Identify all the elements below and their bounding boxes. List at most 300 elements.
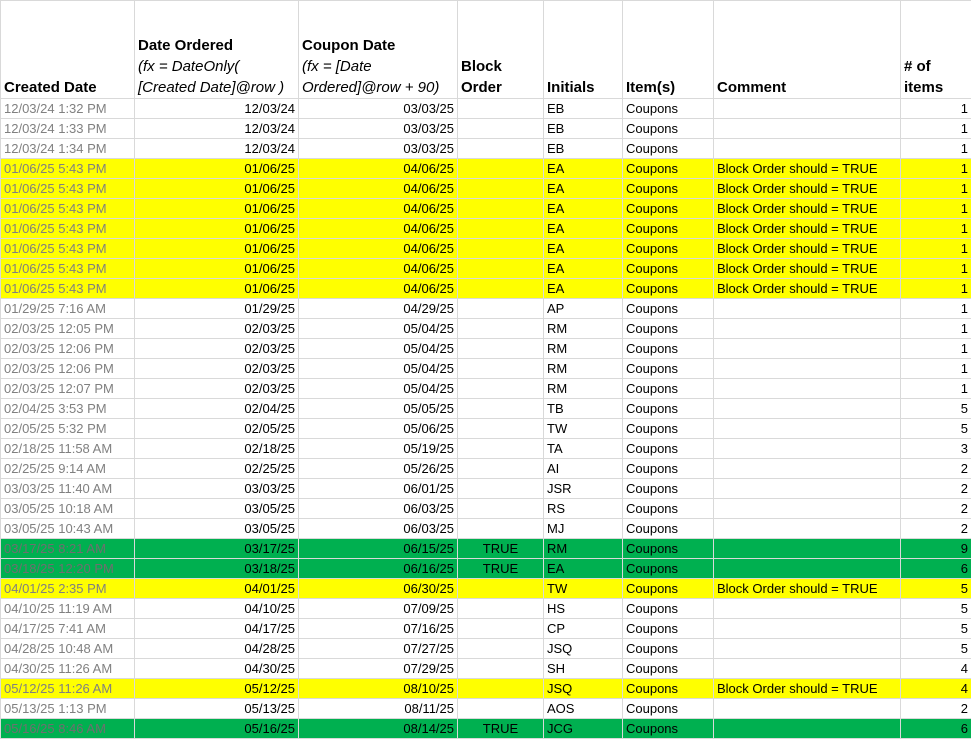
cell-comment[interactable] (714, 599, 901, 619)
cell-created-date[interactable]: 05/13/25 1:13 PM (1, 699, 135, 719)
cell-initials[interactable]: EA (544, 239, 623, 259)
cell-items[interactable]: Coupons (623, 679, 714, 699)
cell-items[interactable]: Coupons (623, 319, 714, 339)
cell-created-date[interactable]: 01/06/25 5:43 PM (1, 279, 135, 299)
cell-item-count[interactable]: 1 (901, 299, 971, 319)
cell-created-date[interactable]: 03/17/25 8:21 AM (1, 539, 135, 559)
cell-item-count[interactable]: 6 (901, 719, 971, 739)
cell-date-ordered[interactable]: 04/17/25 (135, 619, 299, 639)
table-row[interactable] (1, 399, 971, 419)
cell-item-count[interactable]: 2 (901, 499, 971, 519)
header-items[interactable]: Item(s) (623, 1, 714, 99)
cell-date-ordered[interactable]: 03/05/25 (135, 519, 299, 539)
cell-comment[interactable]: Block Order should = TRUE (714, 679, 901, 699)
cell-coupon-date[interactable]: 05/04/25 (299, 319, 458, 339)
cell-coupon-date[interactable]: 06/30/25 (299, 579, 458, 599)
cell-date-ordered[interactable]: 03/17/25 (135, 539, 299, 559)
cell-item-count[interactable]: 1 (901, 159, 971, 179)
cell-item-count[interactable]: 1 (901, 259, 971, 279)
cell-date-ordered[interactable]: 02/03/25 (135, 379, 299, 399)
table-row[interactable] (1, 439, 971, 459)
cell-date-ordered[interactable]: 02/03/25 (135, 339, 299, 359)
table-row[interactable] (1, 519, 971, 539)
cell-block-order[interactable] (458, 519, 544, 539)
table-row[interactable] (1, 279, 971, 299)
cell-initials[interactable]: TW (544, 419, 623, 439)
table-row[interactable] (1, 379, 971, 399)
cell-block-order[interactable] (458, 299, 544, 319)
cell-item-count[interactable]: 1 (901, 139, 971, 159)
cell-date-ordered[interactable]: 12/03/24 (135, 139, 299, 159)
cell-coupon-date[interactable]: 03/03/25 (299, 99, 458, 119)
cell-block-order[interactable] (458, 639, 544, 659)
cell-coupon-date[interactable]: 08/10/25 (299, 679, 458, 699)
cell-block-order[interactable]: TRUE (458, 719, 544, 739)
table-row[interactable] (1, 579, 971, 599)
cell-created-date[interactable]: 02/03/25 12:05 PM (1, 319, 135, 339)
cell-items[interactable]: Coupons (623, 699, 714, 719)
cell-coupon-date[interactable]: 07/09/25 (299, 599, 458, 619)
cell-item-count[interactable]: 3 (901, 439, 971, 459)
cell-comment[interactable] (714, 479, 901, 499)
cell-coupon-date[interactable]: 08/11/25 (299, 699, 458, 719)
cell-coupon-date[interactable]: 07/29/25 (299, 659, 458, 679)
table-row[interactable] (1, 239, 971, 259)
cell-items[interactable]: Coupons (623, 519, 714, 539)
table-row[interactable] (1, 459, 971, 479)
cell-block-order[interactable] (458, 399, 544, 419)
cell-comment[interactable]: Block Order should = TRUE (714, 199, 901, 219)
cell-date-ordered[interactable]: 04/01/25 (135, 579, 299, 599)
cell-item-count[interactable]: 9 (901, 539, 971, 559)
cell-comment[interactable]: Block Order should = TRUE (714, 239, 901, 259)
cell-block-order[interactable] (458, 319, 544, 339)
table-row[interactable] (1, 719, 971, 739)
cell-date-ordered[interactable]: 01/06/25 (135, 159, 299, 179)
cell-initials[interactable]: AI (544, 459, 623, 479)
cell-created-date[interactable]: 01/06/25 5:43 PM (1, 239, 135, 259)
cell-initials[interactable]: EA (544, 259, 623, 279)
cell-created-date[interactable]: 02/03/25 12:07 PM (1, 379, 135, 399)
cell-created-date[interactable]: 04/17/25 7:41 AM (1, 619, 135, 639)
table-row[interactable] (1, 219, 971, 239)
table-row[interactable] (1, 139, 971, 159)
cell-comment[interactable] (714, 359, 901, 379)
cell-item-count[interactable]: 5 (901, 419, 971, 439)
cell-items[interactable]: Coupons (623, 119, 714, 139)
cell-items[interactable]: Coupons (623, 479, 714, 499)
cell-comment[interactable]: Block Order should = TRUE (714, 579, 901, 599)
cell-coupon-date[interactable]: 04/06/25 (299, 159, 458, 179)
cell-items[interactable]: Coupons (623, 459, 714, 479)
cell-initials[interactable]: EA (544, 179, 623, 199)
cell-coupon-date[interactable]: 05/04/25 (299, 379, 458, 399)
cell-item-count[interactable]: 2 (901, 699, 971, 719)
table-row[interactable] (1, 339, 971, 359)
cell-created-date[interactable]: 04/10/25 11:19 AM (1, 599, 135, 619)
cell-comment[interactable] (714, 499, 901, 519)
cell-comment[interactable]: Block Order should = TRUE (714, 159, 901, 179)
cell-item-count[interactable]: 1 (901, 179, 971, 199)
cell-block-order[interactable] (458, 499, 544, 519)
cell-block-order[interactable] (458, 199, 544, 219)
cell-initials[interactable]: RS (544, 499, 623, 519)
cell-initials[interactable]: EB (544, 139, 623, 159)
cell-items[interactable]: Coupons (623, 719, 714, 739)
cell-coupon-date[interactable]: 05/06/25 (299, 419, 458, 439)
header-item-count[interactable]: # of items (901, 1, 971, 99)
cell-comment[interactable] (714, 439, 901, 459)
cell-created-date[interactable]: 03/05/25 10:43 AM (1, 519, 135, 539)
cell-coupon-date[interactable]: 04/06/25 (299, 179, 458, 199)
cell-block-order[interactable] (458, 479, 544, 499)
cell-block-order[interactable] (458, 179, 544, 199)
cell-items[interactable]: Coupons (623, 399, 714, 419)
header-created-date[interactable]: Created Date (1, 1, 135, 99)
cell-created-date[interactable]: 03/05/25 10:18 AM (1, 499, 135, 519)
cell-coupon-date[interactable]: 06/15/25 (299, 539, 458, 559)
cell-date-ordered[interactable]: 03/03/25 (135, 479, 299, 499)
cell-block-order[interactable] (458, 99, 544, 119)
cell-item-count[interactable]: 5 (901, 639, 971, 659)
cell-items[interactable]: Coupons (623, 379, 714, 399)
cell-comment[interactable]: Block Order should = TRUE (714, 179, 901, 199)
cell-items[interactable]: Coupons (623, 539, 714, 559)
cell-initials[interactable]: RM (544, 539, 623, 559)
cell-item-count[interactable]: 1 (901, 319, 971, 339)
cell-comment[interactable] (714, 719, 901, 739)
cell-item-count[interactable]: 1 (901, 219, 971, 239)
cell-block-order[interactable] (458, 459, 544, 479)
cell-items[interactable]: Coupons (623, 139, 714, 159)
cell-comment[interactable] (714, 559, 901, 579)
table-row[interactable] (1, 559, 971, 579)
cell-items[interactable]: Coupons (623, 559, 714, 579)
cell-items[interactable]: Coupons (623, 179, 714, 199)
cell-block-order[interactable]: TRUE (458, 559, 544, 579)
table-row[interactable] (1, 119, 971, 139)
cell-comment[interactable] (714, 699, 901, 719)
cell-block-order[interactable] (458, 339, 544, 359)
cell-item-count[interactable]: 4 (901, 679, 971, 699)
cell-date-ordered[interactable]: 02/03/25 (135, 319, 299, 339)
cell-initials[interactable]: CP (544, 619, 623, 639)
cell-created-date[interactable]: 05/16/25 8:46 AM (1, 719, 135, 739)
cell-initials[interactable]: JSQ (544, 639, 623, 659)
cell-comment[interactable] (714, 99, 901, 119)
table-row[interactable] (1, 619, 971, 639)
header-date-ordered[interactable]: Date Ordered (fx = DateOnly( [Created Date]@row ) (135, 1, 299, 99)
cell-comment[interactable]: Block Order should = TRUE (714, 259, 901, 279)
table-row[interactable] (1, 479, 971, 499)
cell-coupon-date[interactable]: 06/16/25 (299, 559, 458, 579)
cell-item-count[interactable]: 1 (901, 339, 971, 359)
header-block-order[interactable]: Block Order (458, 1, 544, 99)
cell-block-order[interactable] (458, 619, 544, 639)
header-coupon-date[interactable]: Coupon Date (fx = [Date Ordered]@row + 90) (299, 1, 458, 99)
cell-coupon-date[interactable]: 06/03/25 (299, 499, 458, 519)
cell-initials[interactable]: JSR (544, 479, 623, 499)
cell-coupon-date[interactable]: 04/06/25 (299, 239, 458, 259)
cell-items[interactable]: Coupons (623, 339, 714, 359)
cell-created-date[interactable]: 01/29/25 7:16 AM (1, 299, 135, 319)
cell-item-count[interactable]: 1 (901, 379, 971, 399)
cell-item-count[interactable]: 1 (901, 119, 971, 139)
cell-items[interactable]: Coupons (623, 279, 714, 299)
cell-items[interactable]: Coupons (623, 499, 714, 519)
cell-items[interactable]: Coupons (623, 219, 714, 239)
table-row[interactable] (1, 599, 971, 619)
cell-date-ordered[interactable]: 02/05/25 (135, 419, 299, 439)
table-row[interactable] (1, 499, 971, 519)
cell-item-count[interactable]: 5 (901, 619, 971, 639)
cell-coupon-date[interactable]: 06/03/25 (299, 519, 458, 539)
cell-block-order[interactable] (458, 439, 544, 459)
cell-block-order[interactable]: TRUE (458, 539, 544, 559)
cell-comment[interactable] (714, 459, 901, 479)
cell-initials[interactable]: RM (544, 379, 623, 399)
cell-block-order[interactable] (458, 259, 544, 279)
cell-initials[interactable]: EA (544, 559, 623, 579)
cell-coupon-date[interactable]: 06/01/25 (299, 479, 458, 499)
cell-date-ordered[interactable]: 03/05/25 (135, 499, 299, 519)
cell-created-date[interactable]: 01/06/25 5:43 PM (1, 179, 135, 199)
table-row[interactable] (1, 299, 971, 319)
table-row[interactable] (1, 539, 971, 559)
cell-items[interactable]: Coupons (623, 599, 714, 619)
cell-created-date[interactable]: 02/04/25 3:53 PM (1, 399, 135, 419)
cell-date-ordered[interactable]: 12/03/24 (135, 99, 299, 119)
cell-initials[interactable]: JCG (544, 719, 623, 739)
cell-coupon-date[interactable]: 07/16/25 (299, 619, 458, 639)
cell-date-ordered[interactable]: 04/28/25 (135, 639, 299, 659)
cell-created-date[interactable]: 02/03/25 12:06 PM (1, 359, 135, 379)
cell-initials[interactable]: HS (544, 599, 623, 619)
table-row[interactable] (1, 99, 971, 119)
cell-created-date[interactable]: 02/05/25 5:32 PM (1, 419, 135, 439)
cell-block-order[interactable] (458, 679, 544, 699)
table-row[interactable] (1, 159, 971, 179)
cell-item-count[interactable]: 1 (901, 359, 971, 379)
cell-items[interactable]: Coupons (623, 199, 714, 219)
cell-initials[interactable]: EB (544, 99, 623, 119)
cell-date-ordered[interactable]: 01/06/25 (135, 179, 299, 199)
cell-comment[interactable] (714, 399, 901, 419)
cell-created-date[interactable]: 04/28/25 10:48 AM (1, 639, 135, 659)
cell-created-date[interactable]: 04/01/25 2:35 PM (1, 579, 135, 599)
cell-created-date[interactable]: 01/06/25 5:43 PM (1, 219, 135, 239)
cell-items[interactable]: Coupons (623, 299, 714, 319)
cell-item-count[interactable]: 5 (901, 599, 971, 619)
cell-item-count[interactable]: 5 (901, 579, 971, 599)
cell-comment[interactable] (714, 119, 901, 139)
cell-date-ordered[interactable]: 01/06/25 (135, 279, 299, 299)
cell-items[interactable]: Coupons (623, 259, 714, 279)
cell-initials[interactable]: RM (544, 319, 623, 339)
cell-date-ordered[interactable]: 01/06/25 (135, 199, 299, 219)
cell-item-count[interactable]: 5 (901, 399, 971, 419)
cell-initials[interactable]: AP (544, 299, 623, 319)
cell-date-ordered[interactable]: 02/04/25 (135, 399, 299, 419)
cell-date-ordered[interactable]: 05/13/25 (135, 699, 299, 719)
cell-block-order[interactable] (458, 419, 544, 439)
cell-items[interactable]: Coupons (623, 639, 714, 659)
cell-block-order[interactable] (458, 139, 544, 159)
cell-initials[interactable]: EA (544, 199, 623, 219)
cell-comment[interactable] (714, 419, 901, 439)
cell-coupon-date[interactable]: 03/03/25 (299, 119, 458, 139)
cell-comment[interactable] (714, 659, 901, 679)
cell-items[interactable]: Coupons (623, 359, 714, 379)
cell-items[interactable]: Coupons (623, 419, 714, 439)
cell-initials[interactable]: MJ (544, 519, 623, 539)
cell-block-order[interactable] (458, 279, 544, 299)
cell-items[interactable]: Coupons (623, 99, 714, 119)
table-row[interactable] (1, 419, 971, 439)
cell-date-ordered[interactable]: 01/06/25 (135, 219, 299, 239)
cell-coupon-date[interactable]: 05/05/25 (299, 399, 458, 419)
cell-date-ordered[interactable]: 04/10/25 (135, 599, 299, 619)
table-row[interactable] (1, 639, 971, 659)
cell-block-order[interactable] (458, 599, 544, 619)
cell-date-ordered[interactable]: 03/18/25 (135, 559, 299, 579)
cell-initials[interactable]: JSQ (544, 679, 623, 699)
cell-items[interactable]: Coupons (623, 579, 714, 599)
cell-block-order[interactable] (458, 119, 544, 139)
cell-date-ordered[interactable]: 02/25/25 (135, 459, 299, 479)
cell-coupon-date[interactable]: 04/29/25 (299, 299, 458, 319)
cell-initials[interactable]: RM (544, 339, 623, 359)
table-row[interactable] (1, 359, 971, 379)
cell-initials[interactable]: EA (544, 219, 623, 239)
cell-comment[interactable] (714, 379, 901, 399)
table-row[interactable] (1, 659, 971, 679)
cell-block-order[interactable] (458, 239, 544, 259)
cell-date-ordered[interactable]: 02/03/25 (135, 359, 299, 379)
cell-initials[interactable]: TB (544, 399, 623, 419)
cell-block-order[interactable] (458, 159, 544, 179)
cell-coupon-date[interactable]: 08/14/25 (299, 719, 458, 739)
cell-comment[interactable] (714, 539, 901, 559)
cell-coupon-date[interactable]: 05/04/25 (299, 359, 458, 379)
cell-item-count[interactable]: 1 (901, 199, 971, 219)
cell-item-count[interactable]: 1 (901, 279, 971, 299)
cell-created-date[interactable]: 04/30/25 11:26 AM (1, 659, 135, 679)
cell-initials[interactable]: SH (544, 659, 623, 679)
cell-comment[interactable]: Block Order should = TRUE (714, 219, 901, 239)
table-row[interactable] (1, 259, 971, 279)
cell-coupon-date[interactable]: 04/06/25 (299, 259, 458, 279)
cell-comment[interactable] (714, 619, 901, 639)
cell-created-date[interactable]: 12/03/24 1:33 PM (1, 119, 135, 139)
cell-created-date[interactable]: 01/06/25 5:43 PM (1, 159, 135, 179)
cell-created-date[interactable]: 02/18/25 11:58 AM (1, 439, 135, 459)
table-row[interactable] (1, 679, 971, 699)
cell-block-order[interactable] (458, 579, 544, 599)
cell-initials[interactable]: TW (544, 579, 623, 599)
cell-created-date[interactable]: 12/03/24 1:34 PM (1, 139, 135, 159)
cell-initials[interactable]: EA (544, 279, 623, 299)
table-row[interactable] (1, 199, 971, 219)
cell-created-date[interactable]: 03/03/25 11:40 AM (1, 479, 135, 499)
cell-comment[interactable] (714, 339, 901, 359)
cell-date-ordered[interactable]: 12/03/24 (135, 119, 299, 139)
cell-comment[interactable] (714, 139, 901, 159)
cell-item-count[interactable]: 4 (901, 659, 971, 679)
cell-item-count[interactable]: 1 (901, 239, 971, 259)
cell-created-date[interactable]: 02/25/25 9:14 AM (1, 459, 135, 479)
cell-created-date[interactable]: 01/06/25 5:43 PM (1, 199, 135, 219)
cell-date-ordered[interactable]: 05/16/25 (135, 719, 299, 739)
cell-date-ordered[interactable]: 01/29/25 (135, 299, 299, 319)
cell-item-count[interactable]: 2 (901, 479, 971, 499)
cell-item-count[interactable]: 2 (901, 519, 971, 539)
table-row[interactable] (1, 699, 971, 719)
cell-items[interactable]: Coupons (623, 439, 714, 459)
sheet-body (1, 99, 971, 739)
cell-comment[interactable] (714, 519, 901, 539)
header-comment[interactable]: Comment (714, 1, 901, 99)
cell-date-ordered[interactable]: 02/18/25 (135, 439, 299, 459)
cell-coupon-date[interactable]: 05/04/25 (299, 339, 458, 359)
cell-coupon-date[interactable]: 04/06/25 (299, 279, 458, 299)
cell-date-ordered[interactable]: 05/12/25 (135, 679, 299, 699)
cell-block-order[interactable] (458, 219, 544, 239)
cell-created-date[interactable]: 03/18/25 12:20 PM (1, 559, 135, 579)
cell-block-order[interactable] (458, 659, 544, 679)
cell-items[interactable]: Coupons (623, 659, 714, 679)
cell-comment[interactable] (714, 299, 901, 319)
header-initials[interactable]: Initials (544, 1, 623, 99)
cell-coupon-date[interactable]: 03/03/25 (299, 139, 458, 159)
cell-block-order[interactable] (458, 379, 544, 399)
cell-block-order[interactable] (458, 359, 544, 379)
cell-coupon-date[interactable]: 04/06/25 (299, 219, 458, 239)
header-date-ordered-formula: (fx = DateOnly( [Created Date]@row ) (138, 56, 295, 98)
cell-created-date[interactable]: 02/03/25 12:06 PM (1, 339, 135, 359)
cell-date-ordered[interactable]: 01/06/25 (135, 259, 299, 279)
cell-coupon-date[interactable]: 04/06/25 (299, 199, 458, 219)
header-row (1, 1, 971, 99)
cell-date-ordered[interactable]: 01/06/25 (135, 239, 299, 259)
cell-block-order[interactable] (458, 699, 544, 719)
cell-initials[interactable]: EA (544, 159, 623, 179)
cell-coupon-date[interactable]: 05/26/25 (299, 459, 458, 479)
cell-date-ordered[interactable]: 04/30/25 (135, 659, 299, 679)
table-row[interactable] (1, 179, 971, 199)
cell-item-count[interactable]: 6 (901, 559, 971, 579)
cell-item-count[interactable]: 2 (901, 459, 971, 479)
cell-coupon-date[interactable]: 05/19/25 (299, 439, 458, 459)
cell-items[interactable]: Coupons (623, 619, 714, 639)
table-row[interactable] (1, 319, 971, 339)
cell-comment[interactable] (714, 639, 901, 659)
cell-items[interactable]: Coupons (623, 239, 714, 259)
cell-item-count[interactable]: 1 (901, 99, 971, 119)
cell-items[interactable]: Coupons (623, 159, 714, 179)
cell-comment[interactable] (714, 319, 901, 339)
cell-initials[interactable]: AOS (544, 699, 623, 719)
cell-initials[interactable]: TA (544, 439, 623, 459)
cell-coupon-date[interactable]: 07/27/25 (299, 639, 458, 659)
header-coupon-date-formula: (fx = [Date Ordered]@row + 90) (302, 56, 454, 98)
cell-initials[interactable]: EB (544, 119, 623, 139)
cell-created-date[interactable]: 05/12/25 11:26 AM (1, 679, 135, 699)
cell-created-date[interactable]: 01/06/25 5:43 PM (1, 259, 135, 279)
cell-initials[interactable]: RM (544, 359, 623, 379)
cell-comment[interactable]: Block Order should = TRUE (714, 279, 901, 299)
cell-created-date[interactable]: 12/03/24 1:32 PM (1, 99, 135, 119)
